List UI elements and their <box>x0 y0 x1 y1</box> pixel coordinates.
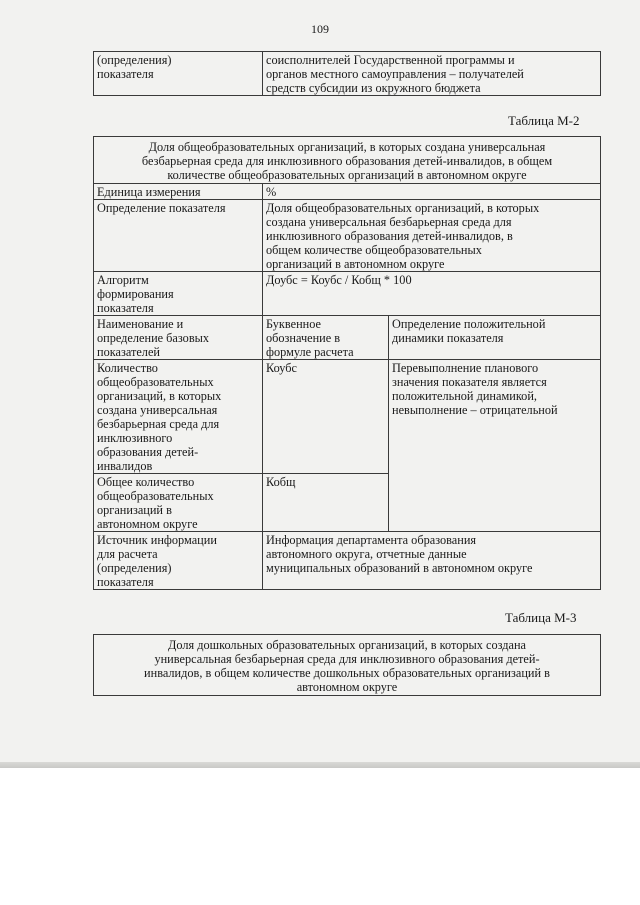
unit-value: % <box>263 184 601 200</box>
table-m3-title: Доля дошкольных образовательных организаций, в которых создана универсальная безбарьерная среда для инклюзивного образования детей- инвалидов, в общем количестве дошкольных образовательных организаций в автономном округе <box>94 635 601 696</box>
continued-right-cell: соисполнителей Государственной программы и органов местного самоуправления – получателей средств субсидии из окружного бюджета <box>263 52 601 96</box>
positive-value: Перевыполнение планового значения показателя является положительной динамикой, невыполнение – отрицательной <box>389 360 601 532</box>
definition-label: Определение показателя <box>94 200 263 272</box>
header-positive: Определение положительной динамики показателя <box>389 316 601 360</box>
table-m3 <box>93 634 601 696</box>
header-letters: Буквенное обозначение в формуле расчета <box>263 316 389 360</box>
page-number: 109 <box>311 22 329 36</box>
table-m3-caption: Таблица М-3 <box>505 610 577 625</box>
table-m2-title: Доля общеобразовательных организаций, в которых создана универсальная безбарьерная среда для инклюзивного образования детей-инвалидов, в общем количестве общеобразовательных организаций в автономном округе <box>94 137 601 184</box>
table-m2-caption: Таблица М-2 <box>508 113 580 128</box>
algorithm-value: Доубс = Коубс / Кобщ * 100 <box>263 272 601 316</box>
header-names: Наименование и определение базовых показателей <box>94 316 263 360</box>
continued-left-cell: (определения) показателя <box>94 52 263 96</box>
row1-name: Количество общеобразовательных организаций, в которых создана универсальная безбарьерная среда для инклюзивного образования детей- инвалидов <box>94 360 263 474</box>
source-value: Информация департамента образования автономного округа, отчетные данные муниципальных образований в автономном округе <box>263 532 601 590</box>
row2-name: Общее количество общеобразовательных организаций в автономном округе <box>94 474 263 532</box>
definition-value: Доля общеобразовательных организаций, в которых создана универсальная безбарьерная среда для инклюзивного образования детей-инвалидов, в общем количестве общеобразовательных организаций в автономном округе <box>263 200 601 272</box>
source-label: Источник информации для расчета (определения) показателя <box>94 532 263 590</box>
scan-edge <box>0 762 640 768</box>
row1-letter: Коубс <box>263 360 389 474</box>
continued-table <box>93 51 601 96</box>
unit-label: Единица измерения <box>94 184 263 200</box>
row2-letter: Кобщ <box>263 474 389 532</box>
table-m2 <box>93 136 601 590</box>
algorithm-label: Алгоритм формирования показателя <box>94 272 263 316</box>
